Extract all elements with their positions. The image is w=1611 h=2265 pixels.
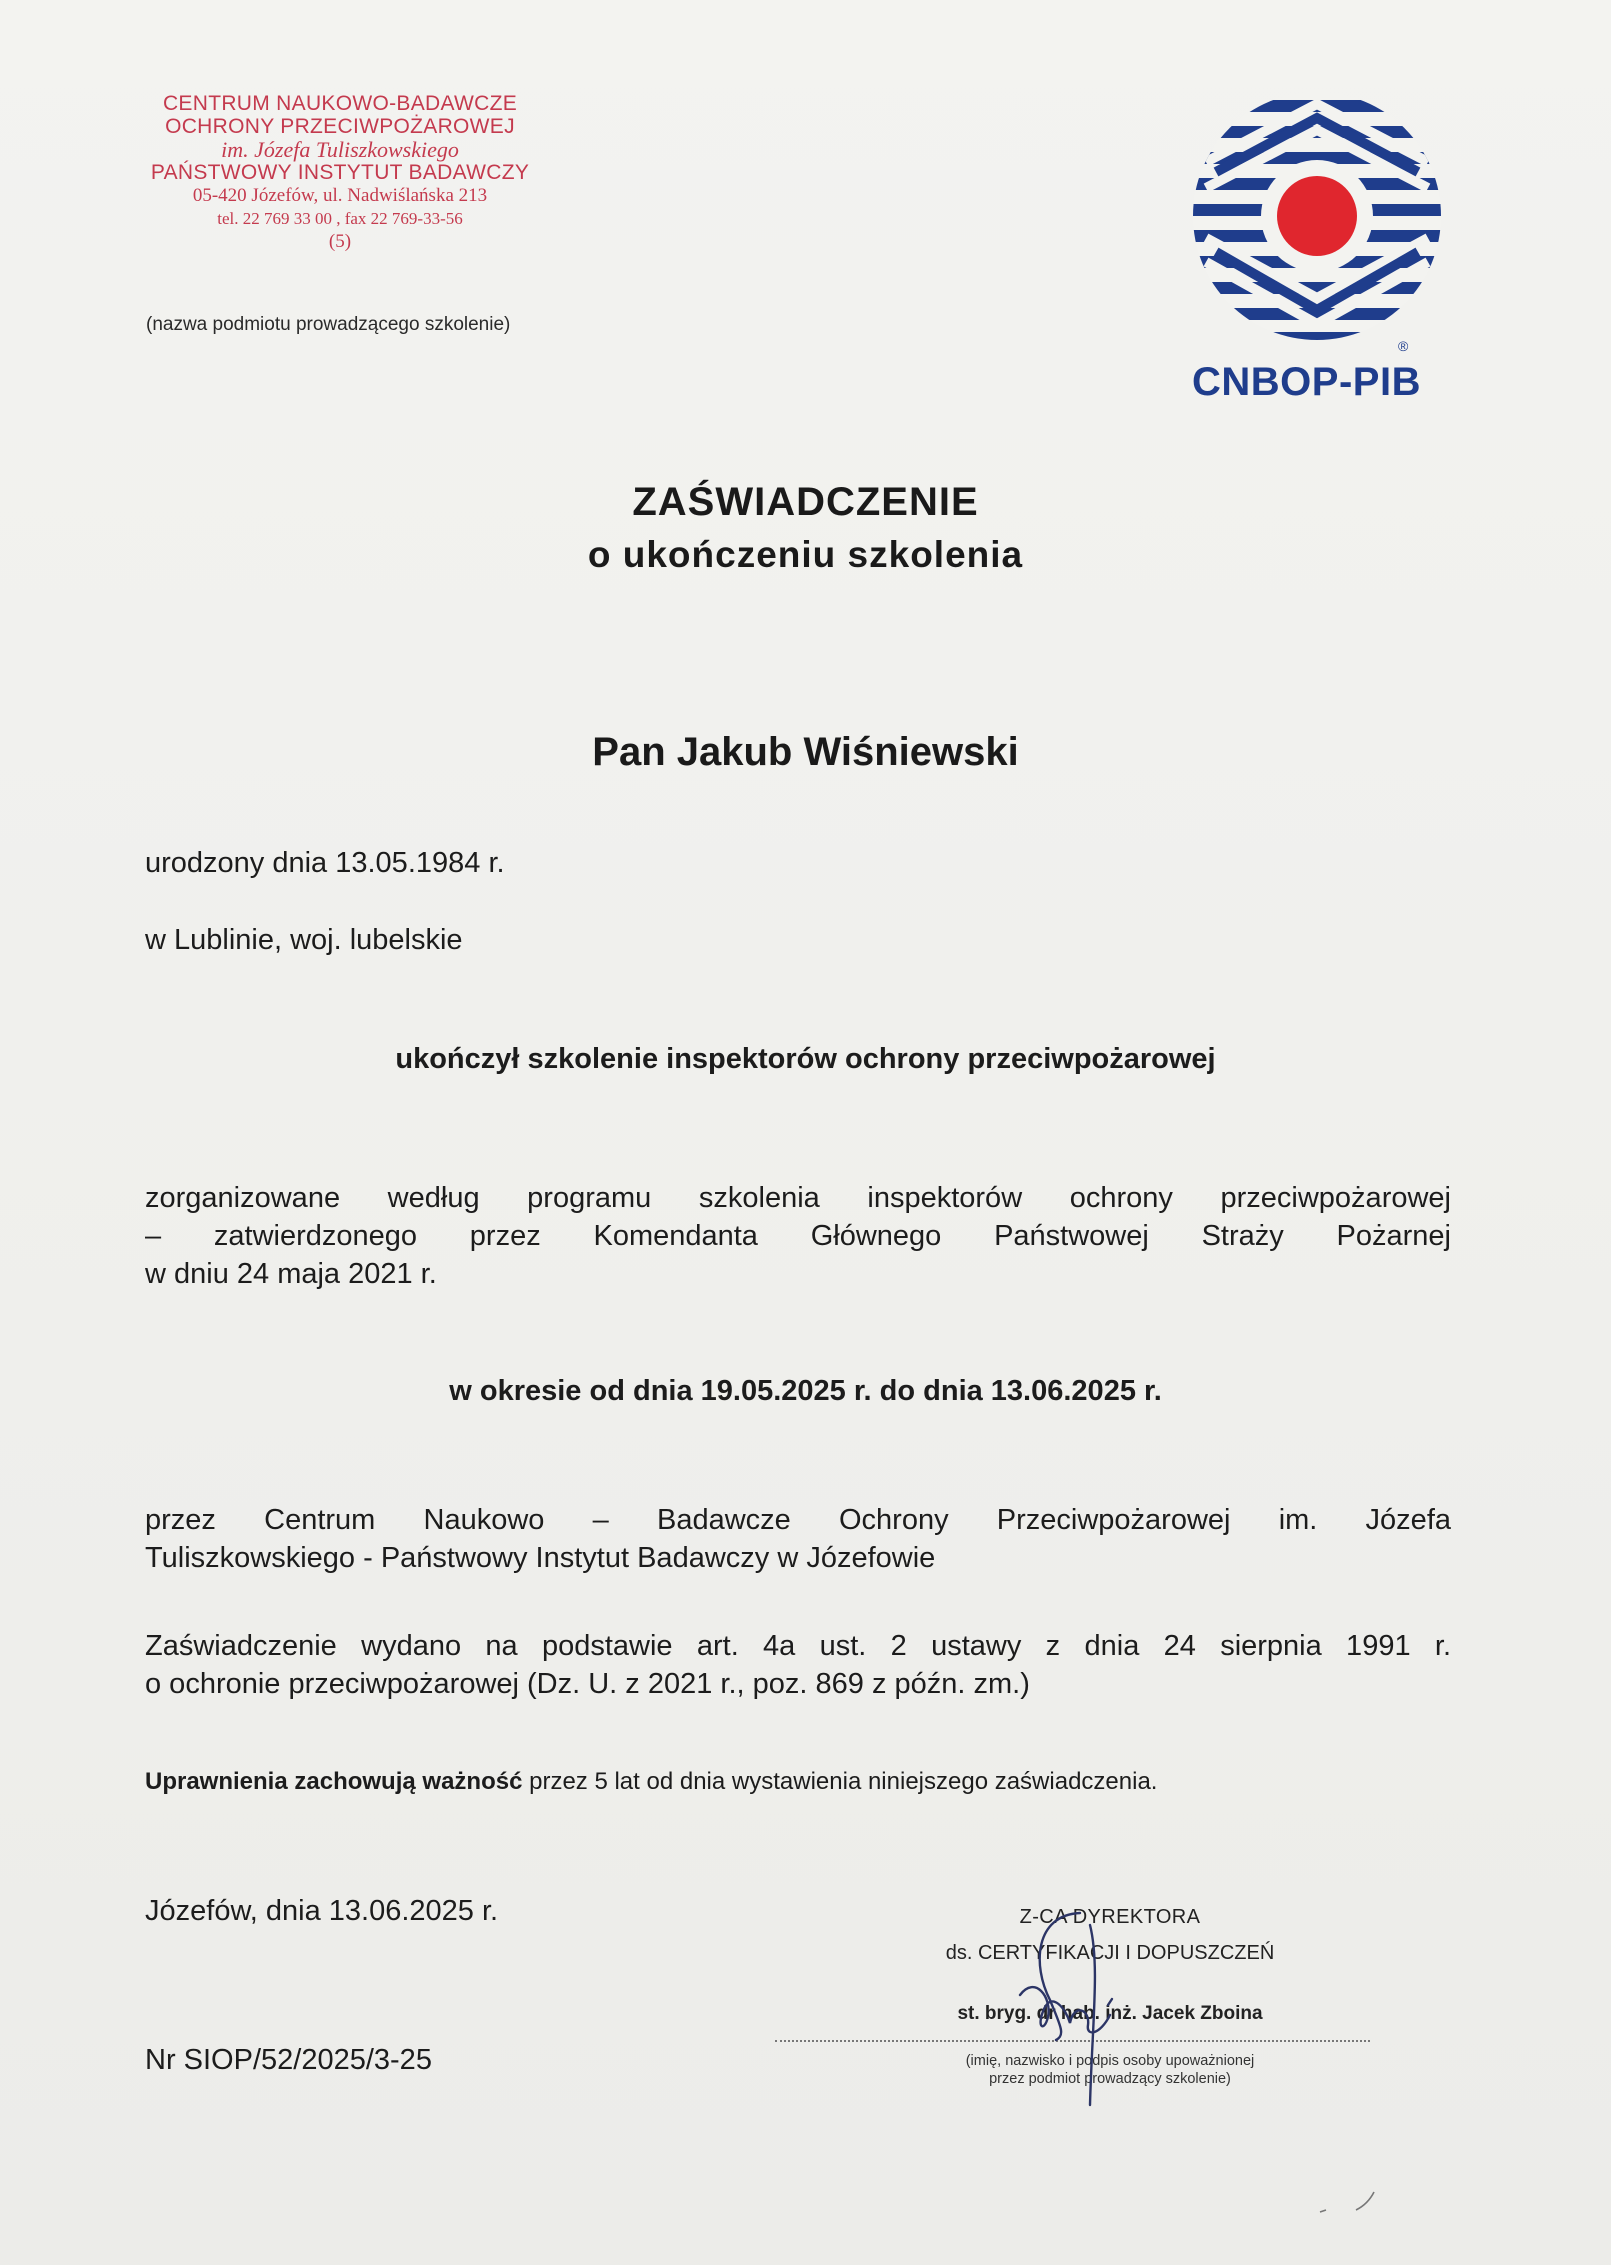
stamp-line-4: PAŃSTWOWY INSTYTUT BADAWCZY bbox=[150, 161, 530, 184]
completed-training: ukończył szkolenie inspektorów ochrony przeciwpożarowej bbox=[395, 1043, 1216, 1075]
legal-basis-line-1: Zaświadczenie wydano na podstawie art. 4a ust. 2 ustawy z dnia 24 sierpnia 1991 r. bbox=[145, 1630, 1451, 1662]
signatory-department: ds. CERTYFIKACJI I DOPUSZCZEŃ bbox=[945, 1942, 1275, 1964]
stamp-line-6: tel. 22 769 33 00 , fax 22 769-33-56 bbox=[217, 209, 463, 228]
validity-bold: Uprawnienia zachowują ważność bbox=[145, 1768, 523, 1795]
validity-rest: przez 5 lat od dnia wystawienia niniejszego zaświadczenia. bbox=[522, 1768, 1158, 1795]
program-line-3: w dniu 24 maja 2021 r. bbox=[145, 1258, 437, 1290]
stamp-line-1: CENTRUM NAUKOWO-BADAWCZE bbox=[162, 92, 518, 115]
cnbop-logo bbox=[1186, 92, 1448, 422]
cnbop-emblem-icon bbox=[1186, 92, 1448, 354]
certificate-number: Nr SIOP/52/2025/3-25 bbox=[145, 2044, 432, 2076]
birth-place: w Lublinie, woj. lubelskie bbox=[145, 924, 463, 956]
recipient-name: Pan Jakub Wiśniewski bbox=[592, 730, 1019, 774]
program-line-2: – zatwierdzonego przez Komendanta Głównego Państwowej Straży Pożarnej bbox=[145, 1220, 1451, 1252]
organizer-line-2: Tuliszkowskiego - Państwowy Instytut Badawczy w Józefowie bbox=[145, 1542, 936, 1574]
program-line-1: zorganizowane według programu szkolenia inspektorów ochrony przeciwpożarowej bbox=[145, 1182, 1451, 1214]
registered-mark: ® bbox=[1398, 338, 1409, 354]
issuer-stamp bbox=[100, 92, 580, 253]
document-subtitle: o ukończeniu szkolenia bbox=[587, 534, 1024, 575]
signatory-name: st. bryg. dr hab. inż. Jacek Zboina bbox=[957, 2003, 1263, 2024]
pen-mark-icon bbox=[1318, 2188, 1378, 2218]
birth-date: urodzony dnia 13.05.1984 r. bbox=[145, 847, 505, 879]
training-period: w okresie od dnia 19.05.2025 r. do dnia 13.06.2025 r. bbox=[449, 1375, 1162, 1407]
logo-text: CNBOP-PIB bbox=[1192, 360, 1421, 404]
stamp-line-2: OCHRONY PRZECIWPOŻAROWEJ bbox=[165, 115, 515, 138]
stamp-line-7: (5) bbox=[328, 231, 352, 252]
signatory-title: Z-CA DYREKTORA bbox=[1019, 1906, 1201, 1928]
stamp-line-3: im. Józefa Tuliszkowskiego bbox=[221, 137, 459, 162]
issuer-caption: (nazwa podmiotu prowadzącego szkolenie) bbox=[146, 314, 511, 335]
stamp-line-5: 05-420 Józefów, ul. Nadwiślańska 213 bbox=[192, 185, 488, 206]
organizer-line-1: przez Centrum Naukowo – Badawcze Ochrony Przeciwpożarowej im. Józefa bbox=[145, 1504, 1451, 1536]
validity-note bbox=[145, 1768, 1157, 1796]
signature-caption-1: (imię, nazwisko i podpis osoby upoważnionej bbox=[965, 2053, 1255, 2069]
document-title: ZAŚWIADCZENIE bbox=[632, 480, 979, 524]
place-date: Józefów, dnia 13.06.2025 r. bbox=[145, 1895, 499, 1927]
signature-caption-2: przez podmiot prowadzący szkolenie) bbox=[989, 2071, 1231, 2087]
legal-basis-line-2: o ochronie przeciwpożarowej (Dz. U. z 2021 r., poz. 869 z późn. zm.) bbox=[145, 1668, 1030, 1700]
handwritten-signature-icon bbox=[940, 1905, 1220, 2120]
